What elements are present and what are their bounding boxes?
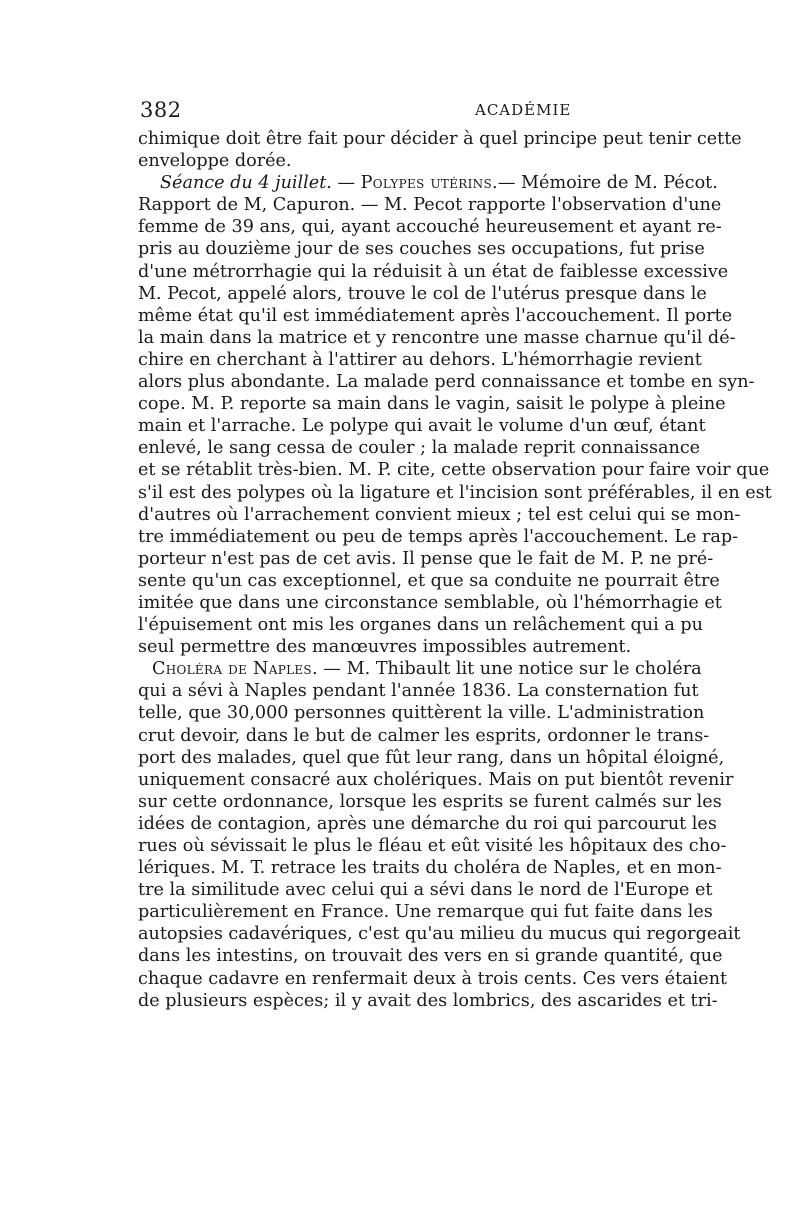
text-line: enlevé, le sang cessa de couler ; la malade reprit connaissance — [138, 438, 701, 459]
text-line: enveloppe dorée. — [138, 151, 292, 172]
session-date: Séance du 4 juillet. — [160, 173, 332, 194]
text-line: chire en cherchant à l'attirer au dehors. L'hémorrhagie revient — [138, 349, 702, 370]
text-line: l'épuisement ont mis les organes dans un relâchement qui a pu — [138, 615, 703, 636]
text-line: uniquement consacré aux cholériques. Mais on put bientôt revenir — [138, 769, 734, 790]
text-line: d'une métrorrhagie qui la réduisit à un état de faiblesse excessive — [138, 261, 729, 282]
text-line: femme de 39 ans, qui, ayant accouché heureusement et ayant re- — [138, 217, 722, 238]
text-line: porteur n'est pas de cet avis. Il pense que le fait de M. P. ne pré- — [138, 548, 714, 569]
dash: — — [331, 173, 361, 194]
text-line: lériques. M. T. retrace les traits du choléra de Naples, et en mon- — [138, 858, 722, 879]
text-line: et se rétablit très-bien. M. P. cite, cette observation pour faire voir que — [138, 460, 770, 481]
section-heading-cholera — [138, 658, 702, 680]
running-head: ACADÉMIE — [475, 101, 572, 119]
text-line: pris au douzième jour de ses couches ses occupations, fut prise — [138, 239, 705, 260]
text-line: même état qu'il est immédiatement après l'accouchement. Il porte — [138, 305, 733, 326]
page-header — [140, 98, 670, 126]
section-title: Polypes utérins. — [360, 173, 498, 194]
text-line: tre la similitude avec celui qui a sévi dans le nord de l'Europe et — [138, 880, 713, 901]
text-line: Rapport de M, Capuron. — M. Pecot rapporte l'observation d'une — [138, 195, 722, 216]
text-line: la main dans la matrice et y rencontre une masse charnue qu'il dé- — [138, 327, 736, 348]
page-number: 382 — [140, 98, 182, 122]
text-line: idées de contagion, après une démarche du roi qui parcourut les — [138, 813, 717, 834]
text-line: tre immédiatement ou peu de temps après l'accouchement. Le rap- — [138, 526, 739, 547]
text-line: seul permettre des manœuvres impossibles autrement. — [138, 637, 632, 658]
text-line: crut devoir, dans le but de calmer les esprits, ordonner le trans- — [138, 725, 710, 746]
heading-remainder: — Mémoire de M. Pécot. — [497, 173, 718, 194]
text-line: telle, que 30,000 personnes quittèrent la ville. L'administration — [138, 703, 705, 724]
text-line: particulièrement en France. Une remarque qui fut faite dans les — [138, 902, 713, 923]
text-line: s'il est des polypes où la ligature et l'incision sont préférables, il en est — [138, 482, 772, 503]
section-heading-polypes — [138, 172, 718, 194]
text-line: alors plus abondante. La malade perd connaissance et tombe en syn- — [138, 372, 755, 393]
text-line: de plusieurs espèces; il y avait des lombrics, des ascarides et tri- — [138, 990, 718, 1011]
text-line: qui a sévi à Naples pendant l'année 1836. La consternation fut — [138, 681, 699, 702]
text-line: imitée que dans une circonstance semblable, où l'hémorrhagie et — [138, 592, 722, 613]
text-line: rues où sévissait le plus le fléau et eût visité les hôpitaux des cho- — [138, 836, 727, 856]
text-line: autopsies cadavériques, c'est qu'au milieu du mucus qui regorgeait — [138, 924, 741, 945]
body-text — [138, 128, 772, 1012]
text-line: cope. M. P. reporte sa main dans le vagin, saisit le polype à pleine — [138, 394, 726, 415]
section-title: Choléra de Naples. — [152, 659, 318, 680]
text-line: main et l'arrache. Le polype qui avait le volume d'un œuf, étant — [138, 416, 706, 437]
text-line: M. Pecot, appelé alors, trouve le col de l'utérus presque dans le — [138, 283, 707, 304]
text-line: sur cette ordonnance, lorsque les esprits se furent calmés sur les — [138, 791, 722, 812]
text-line: chaque cadavre en renfermait deux à trois cents. Ces vers étaient — [138, 968, 728, 989]
text-line: port des malades, quel que fût leur rang, dans un hôpital éloigné, — [138, 747, 725, 768]
heading-remainder: — M. Thibault lit une notice sur le choléra — [317, 659, 702, 680]
text-line: d'autres où l'arrachement convient mieux ; tel est celui qui se mon- — [138, 504, 741, 525]
text-line: sente qu'un cas exceptionnel, et que sa conduite ne pourrait être — [138, 570, 720, 591]
text-line: dans les intestins, on trouvait des vers en si grande quantité, que — [138, 946, 723, 967]
text-line: chimique doit être fait pour décider à quel principe peut tenir cette — [138, 129, 742, 149]
